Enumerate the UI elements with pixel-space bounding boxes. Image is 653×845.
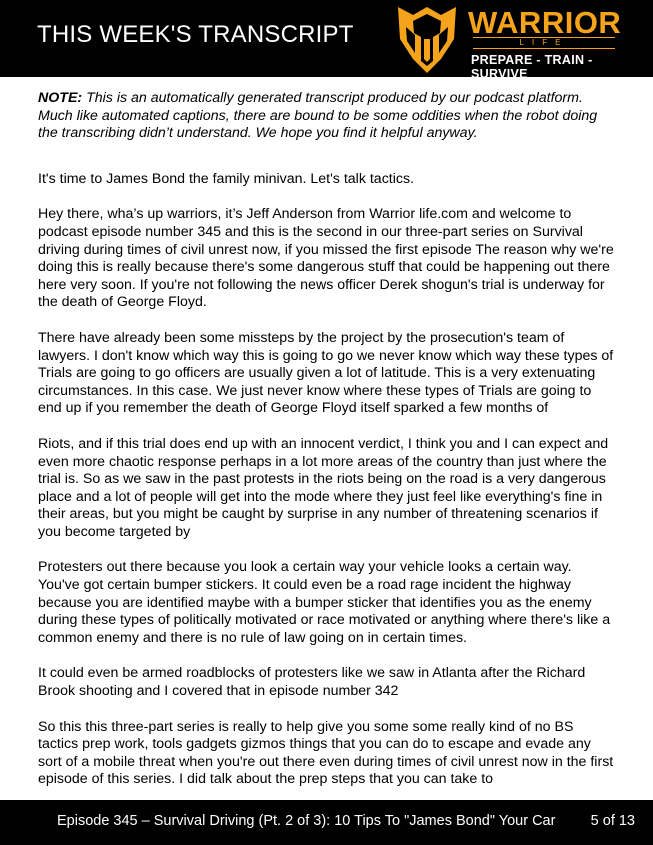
logo-brand-text: WARRIOR [468,5,622,40]
note-label: NOTE: [38,90,83,106]
paragraph: Riots, and if this trial does end up with an innocent verdict, I think you and I can expect and even more chaotic response perhaps in a lot more areas of the country than just where the trial is. So as we saw in the past protests in the riots being on the road is a very dangerous place and a lot of people will get into the mode where they just feel like everything's fine in their areas, but you might be caught by surprise in any number of threatening scenarios if you become targeted by [38,435,609,540]
logo-tagline: PREPARE - TRAIN - SURVIVE [471,53,593,81]
paragraph: So this this three-part series is really to help give you some some really kind of no BS tactics prep work, tools gadgets gizmos things that you can do to escape and evade any sort of a mobile threat when you're out there even during times of civil unrest now in the first episode of this series. I did talk about the prep steps that you can take to [38,718,614,788]
warrior-helmet-icon [393,3,461,75]
paragraph: Hey there, wha’s up warriors, it’s Jeff Anderson from Warrior life.com and welcome to podcast episode number 345 and this is the second in our three-part series on Survival driving during times of civil unrest now, if you missed the first episode The reason why we're doing this is really because there's some dangerous stuff that could be happening out there here very soon. If you're not following the news officer Derek shogun's trial is underway for the death of George Floyd. [38,206,614,311]
note-text: This is an automatically generated transcript produced by our podcast platform. Much like automated captions, there are bound to be some oddities when the robot doing the transcribing didn’t understand. We hope you find it helpful anyway. [38,90,598,142]
transcript-body [38,90,616,807]
transcript-note [38,90,616,143]
footer-episode-title: Episode 345 – Survival Driving (Pt. 2 of 3): 10 Tips To "James Bond" Your Car [57,813,556,829]
paragraph: Protesters out there because you look a certain way your vehicle looks a certain way. You've got certain bumper stickers. It could even be a road rage incident the highway because you are identified maybe with a bumper sticker that identifies you as the enemy during these types of politically motivated or race motivated or anything where there's like a common enemy and there is no rule of law going on in certain times. [38,559,611,646]
page-footer [0,800,653,845]
warrior-life-logo [393,3,643,81]
page-number: 5 of 13 [590,813,635,829]
paragraph: It could even be armed roadblocks of protesters like we saw in Atlanta after the Richard Brook shooting and I covered that in episode number 342 [38,665,586,700]
page-header [0,0,653,81]
page-title: THIS WEEK'S TRANSCRIPT [37,21,354,48]
logo-sub-text: LIFE [473,37,615,49]
paragraph: There have already been some missteps by the project by the prosecution's team of lawyers. I don't know which way this is going to go we never know which way these types of Trials are going to go officers are usually given a lot of latitude. This is a very extenuating circumstances. In this case. We just never know where these types of Trials are going to end up if you remember the death of George Floyd itself sparked a few months of [38,329,614,417]
paragraph: It's time to James Bond the family minivan. Let's talk tactics. [38,170,415,187]
